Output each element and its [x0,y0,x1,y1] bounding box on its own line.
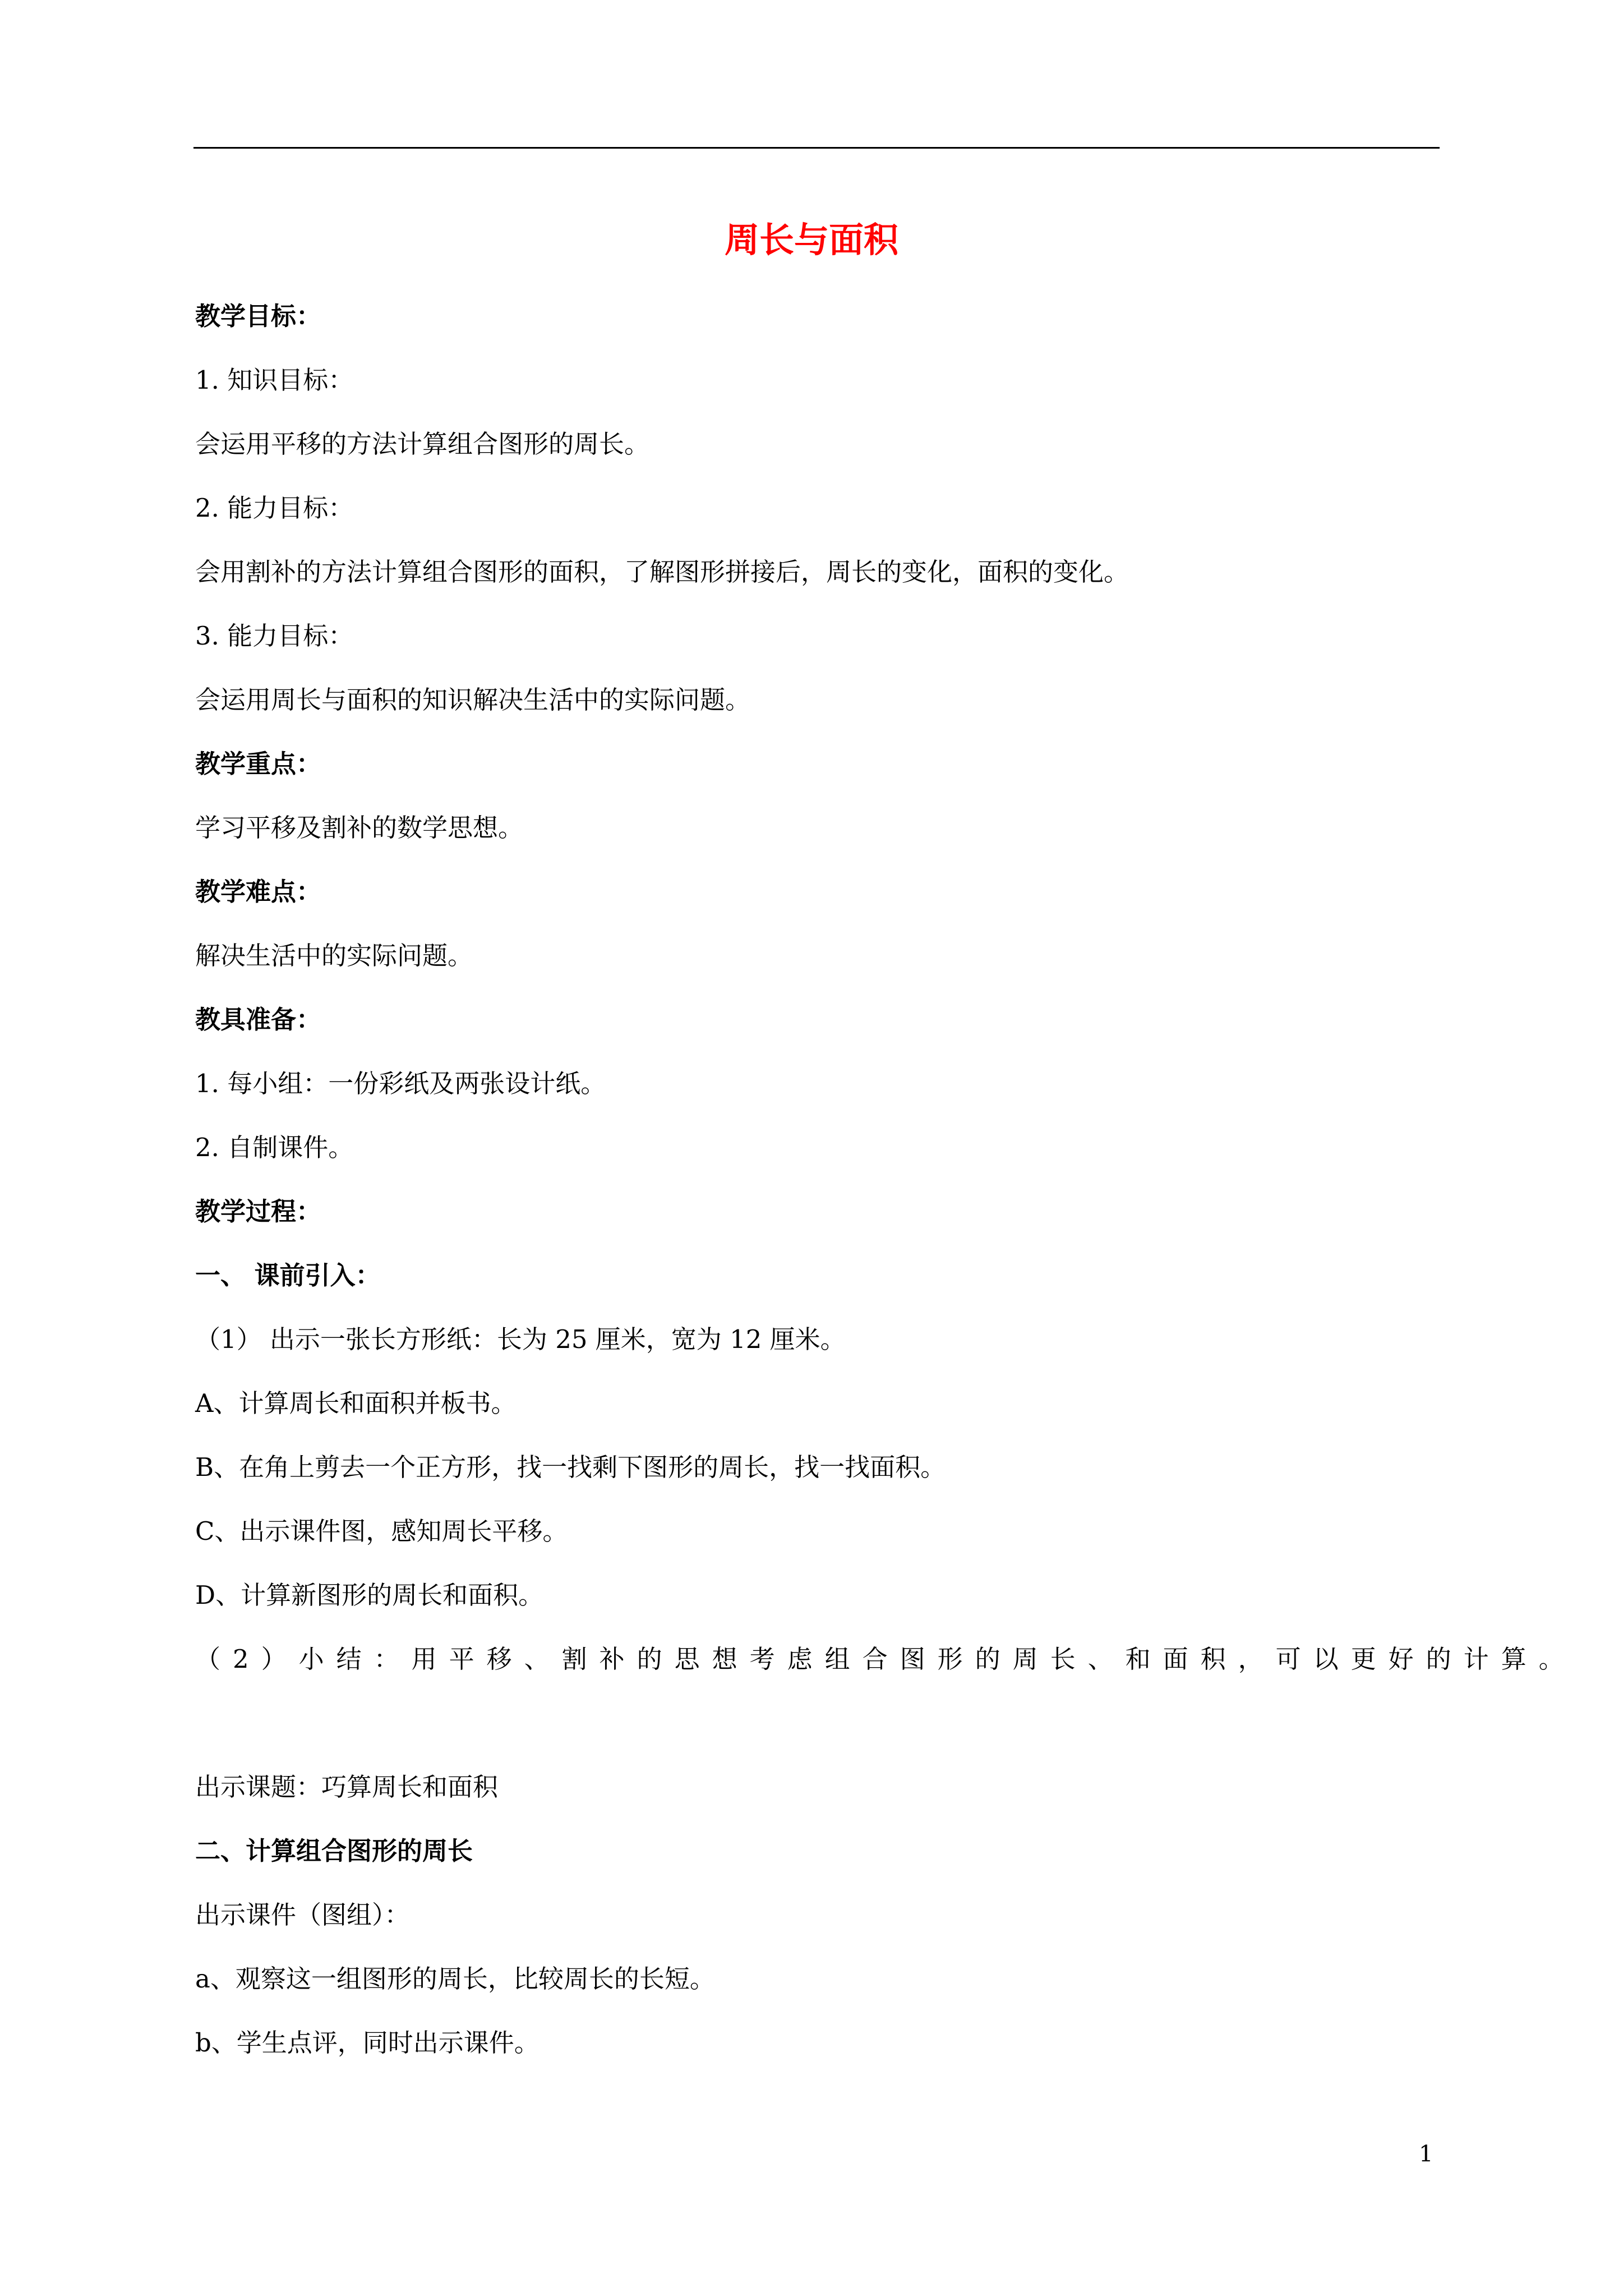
header-rule [193,147,1440,149]
paragraph: 出示课题：巧算周长和面积 [195,1772,499,1802]
heading-teaching-aids: 教具准备： [195,1005,322,1034]
list-item: 1. 每小组：一份彩纸及两张设计纸。 [195,1069,606,1098]
section-heading-introduction: 一、 课前引入： [195,1260,381,1290]
page-number: 1 [1419,2141,1433,2167]
list-item-ability-goal: 2. 能力目标： [195,493,354,523]
list-item: 2. 自制课件。 [195,1133,354,1162]
heading-teaching-goals: 教学目标： [195,301,322,331]
paragraph: （1） 出示一张长方形纸：长为 25 厘米，宽为 12 厘米。 [195,1324,846,1354]
paragraph: 出示课件（图组）： [195,1900,410,1930]
paragraph: 会用割补的方法计算组合图形的面积，了解图形拼接后，周长的变化，面积的变化。 [195,557,1129,587]
list-item: C、出示课件图，感知周长平移。 [195,1516,568,1546]
list-item-ability-goal: 3. 能力目标： [195,621,354,651]
heading-difficult-points: 教学难点： [195,877,322,907]
heading-key-points: 教学重点： [195,749,322,779]
paragraph-summary: （2）小结：用平移、割补的思想考虑组合图形的周长、和面积，可以更好的计算。 [195,1644,1576,1674]
list-item: A、计算周长和面积并板书。 [195,1388,517,1418]
paragraph: 解决生活中的实际问题。 [195,941,473,970]
list-item: D、计算新图形的周长和面积。 [195,1580,544,1610]
list-item-knowledge-goal: 1. 知识目标： [195,365,354,395]
list-item: B、在角上剪去一个正方形，找一找剩下图形的周长，找一找面积。 [195,1452,946,1482]
list-item: b、学生点评，同时出示课件。 [195,2028,540,2058]
heading-teaching-process: 教学过程： [195,1197,322,1226]
section-heading-perimeter: 二、计算组合图形的周长 [195,1836,473,1866]
paragraph: 会运用平移的方法计算组合图形的周长。 [195,429,650,459]
paragraph: 学习平移及割补的数学思想。 [195,813,524,843]
document-title: 周长与面积 [724,219,898,260]
list-item: a、观察这一组图形的周长，比较周长的长短。 [195,1964,715,1994]
paragraph: 会运用周长与面积的知识解决生活中的实际问题。 [195,685,751,715]
